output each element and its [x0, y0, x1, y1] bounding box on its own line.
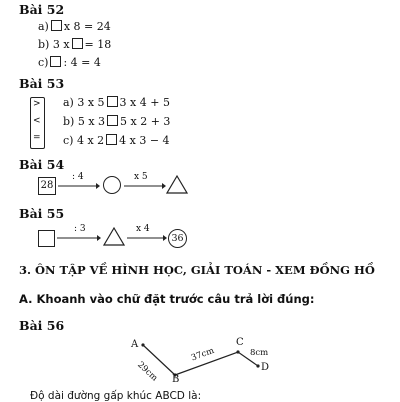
bai52-c-prefix: c) [38, 56, 49, 69]
answer-box[interactable] [50, 56, 61, 67]
bai53-item-a [63, 96, 170, 109]
bai52-b-prefix: b) 3 x [38, 38, 70, 51]
greater-symbol: > [33, 99, 41, 109]
bai54-title: Bài 54 [19, 157, 65, 172]
answer-box[interactable] [72, 38, 83, 49]
answer-box[interactable] [51, 20, 62, 31]
instruction: A. Khoanh vào chữ đặt trước câu trả lời đúng: [19, 292, 315, 306]
answer-box[interactable] [106, 134, 117, 145]
point-label-d: D [261, 362, 270, 373]
equal-symbol: = [33, 133, 41, 143]
bai52-item-a [38, 20, 111, 33]
point-label-c: C [236, 337, 244, 348]
answer-box[interactable] [107, 115, 118, 126]
circle-blank[interactable] [103, 176, 121, 194]
bai52-item-b [38, 38, 111, 51]
point-label-a: A [131, 339, 139, 350]
operation-label-2: x 5 [134, 172, 148, 182]
bai53-title: Bài 53 [19, 76, 65, 91]
triangle-blank[interactable] [166, 174, 188, 194]
bai53-b-right: 5 x 2 + 3 [120, 115, 171, 128]
square-blank[interactable] [38, 230, 55, 247]
less-symbol: < [33, 116, 41, 126]
end-number: 36 [171, 233, 184, 244]
bai56-question: Độ dài đường gấp khúc ABCD là: [30, 390, 202, 402]
bai56-title: Bài 56 [19, 318, 65, 333]
point-label-b: B [172, 374, 180, 385]
bai52-a-rest: x 8 = 24 [63, 20, 111, 33]
bai53-b-left: b) 5 x 3 [63, 115, 106, 128]
start-number: 28 [40, 180, 54, 191]
bai55-title: Bài 55 [19, 206, 65, 221]
segment-length-cd: 8cm [250, 348, 269, 358]
bai53-a-left: a) 3 x 5 [63, 96, 105, 109]
bai52-c-rest: : 4 = 4 [63, 56, 101, 69]
end-number-circle [168, 229, 187, 248]
bai53-c-left: c) 4 x 2 [63, 134, 105, 147]
bai52-a-prefix: a) [38, 20, 49, 33]
bai53-c-right: 4 x 3 − 4 [119, 134, 170, 147]
operation-label-1: : 4 [72, 172, 84, 182]
segment-length-bc: 37cm [190, 345, 216, 364]
triangle-blank[interactable] [103, 226, 125, 246]
start-number-box [38, 177, 56, 195]
answer-box[interactable] [107, 96, 118, 107]
bai53-a-right: 3 x 4 + 5 [119, 96, 170, 109]
operation-label-2: x 4 [136, 224, 150, 234]
bai52-item-c [38, 56, 101, 69]
bai52-b-rest: = 18 [84, 38, 112, 51]
bai53-item-c [63, 134, 170, 147]
bai53-item-b [63, 115, 170, 128]
segment-length-ab: 29cm [135, 360, 160, 384]
bai52-title: Bài 52 [19, 2, 65, 17]
symbol-choice-box [30, 97, 45, 149]
section-heading: 3. ÔN TẬP VỀ HÌNH HỌC, GIẢI TOÁN - XEM ĐỒNG HỒ [19, 263, 375, 277]
operation-label-1: : 3 [74, 224, 86, 234]
